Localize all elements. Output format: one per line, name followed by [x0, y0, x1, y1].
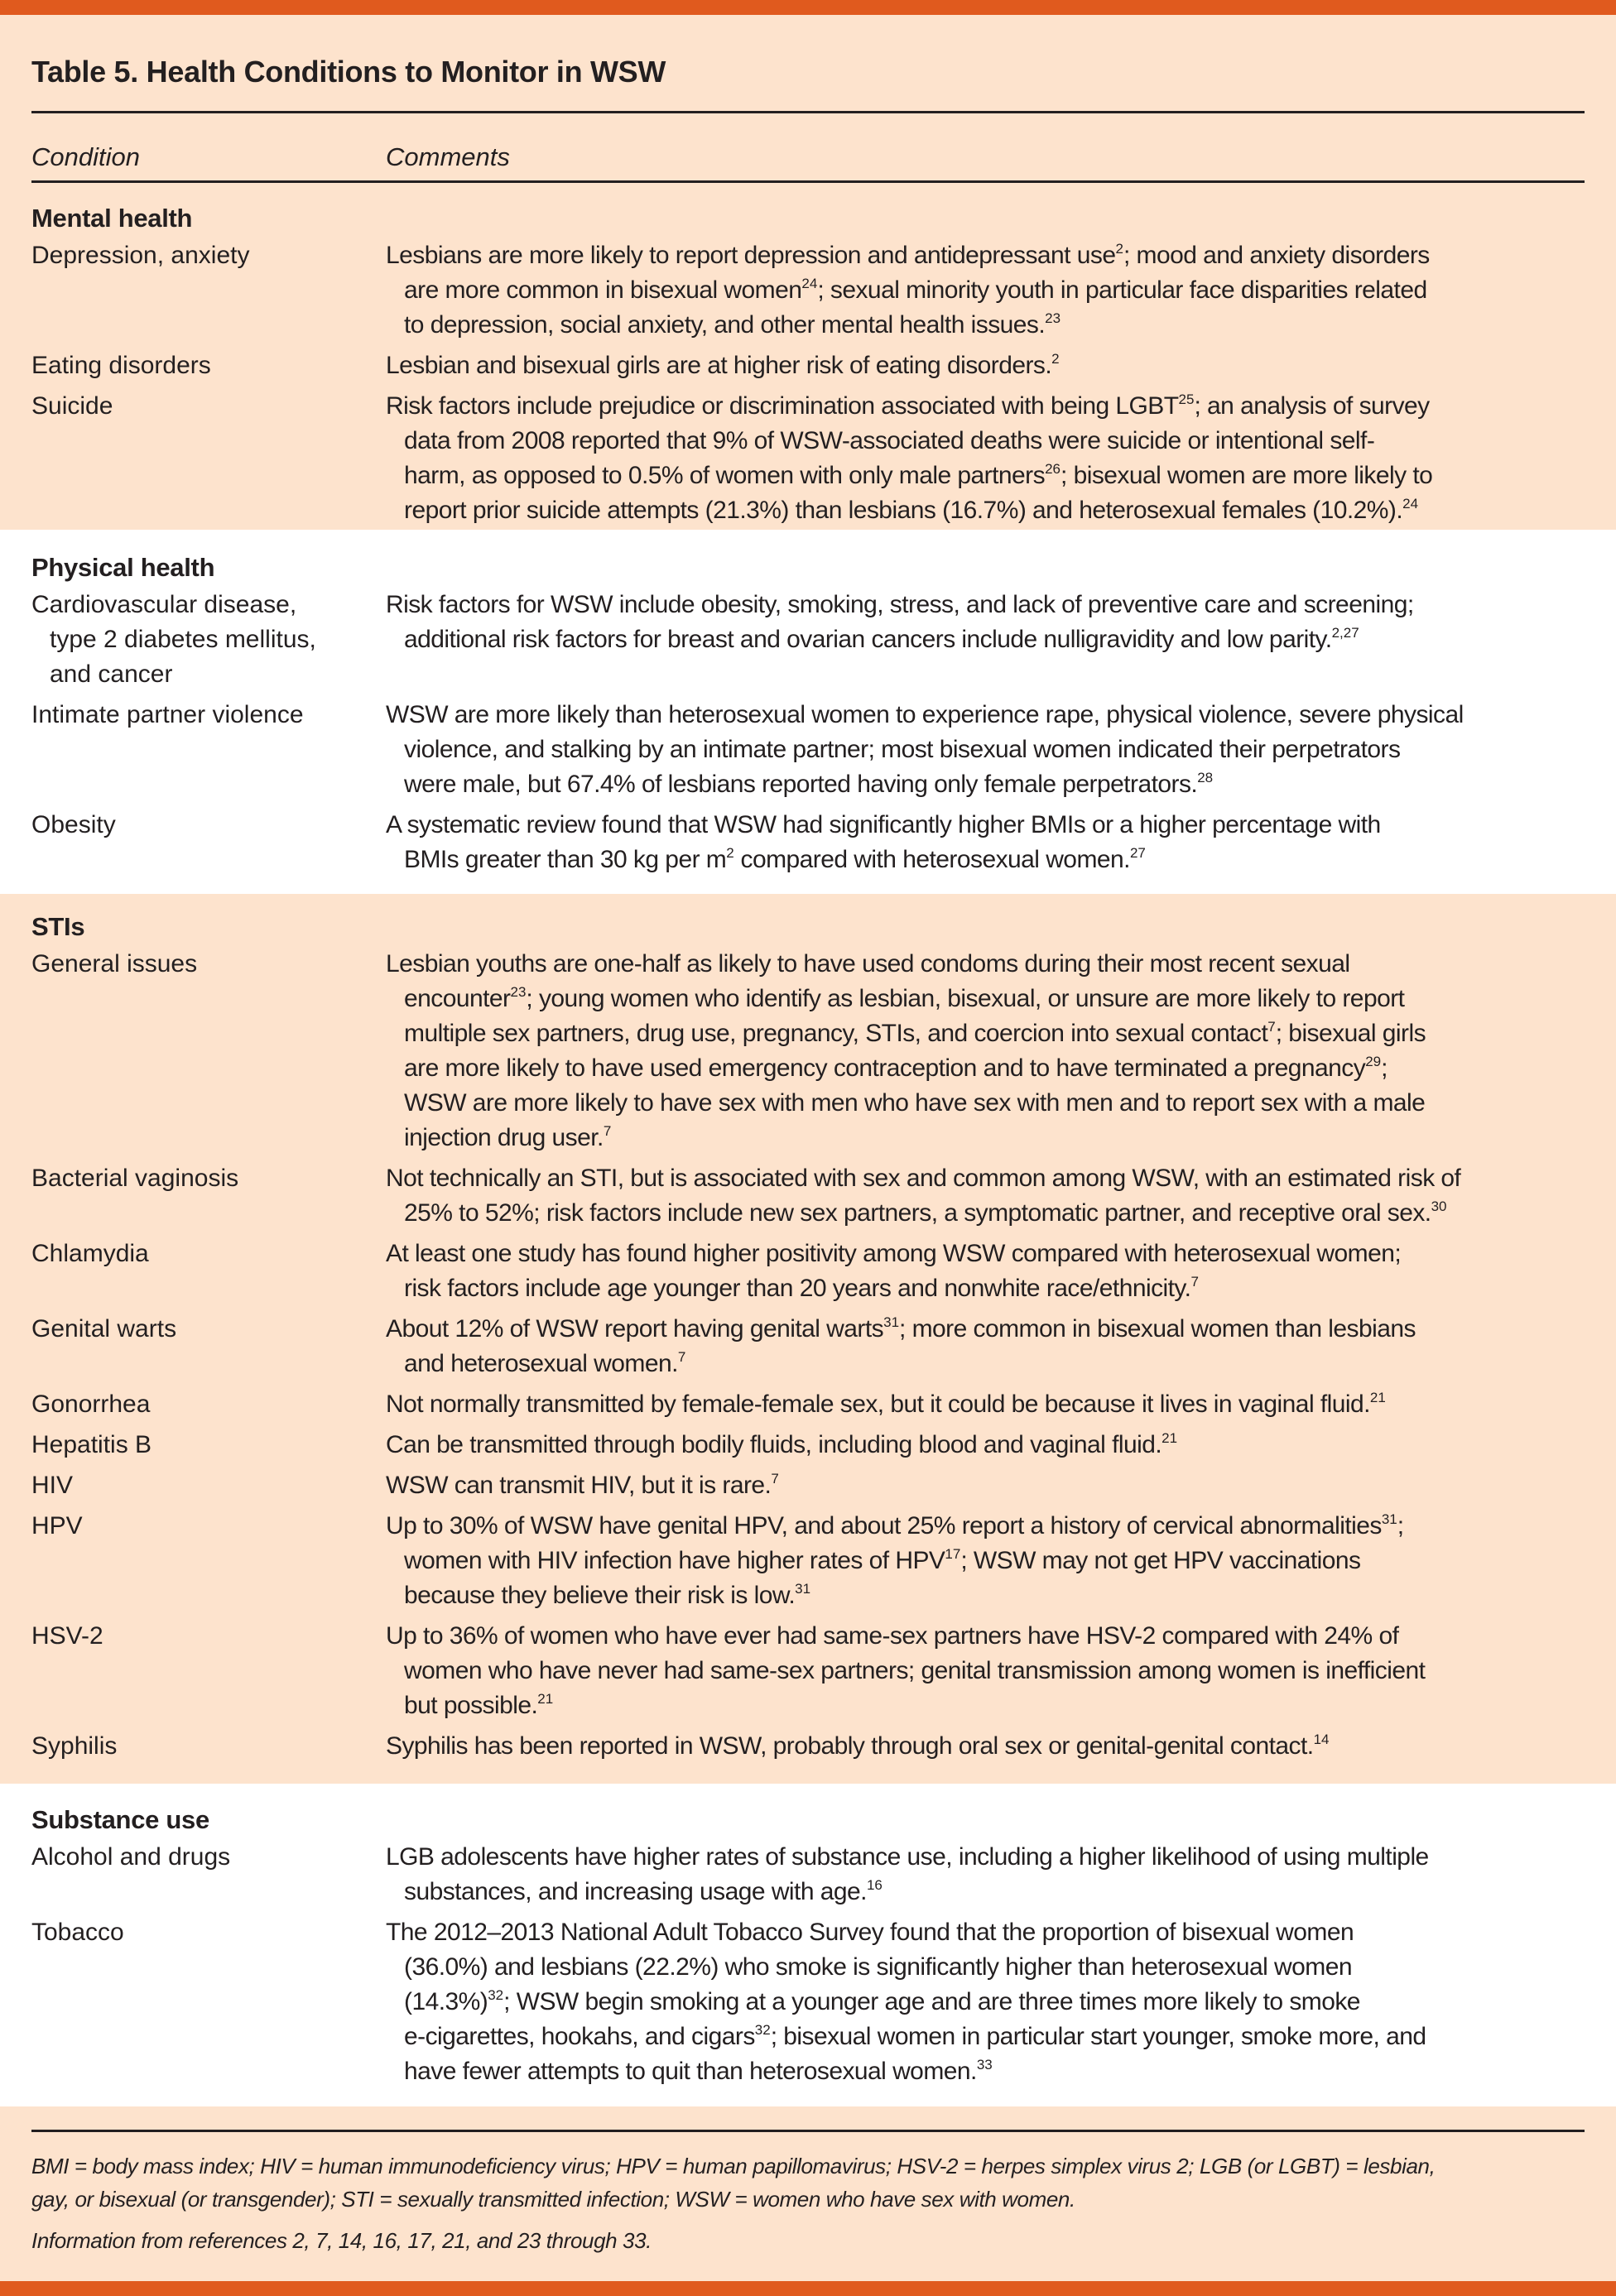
- reference-superscript: 7: [603, 1123, 612, 1139]
- table-row: [31, 808, 1585, 877]
- text-line: and cancer: [50, 660, 173, 688]
- condition-cell: [31, 389, 386, 528]
- condition-cell: [31, 1312, 386, 1381]
- reference-superscript: 29: [1365, 1054, 1382, 1069]
- section-physical-health: [0, 548, 1616, 883]
- text-line: violence, and stalking by an intimate partner; most bisexual women indicated their perpetrators: [404, 736, 1401, 763]
- reference-superscript: 31: [883, 1314, 900, 1330]
- reference-superscript: 2: [1115, 241, 1123, 257]
- comments-cell: [386, 588, 1585, 692]
- reference-superscript: 7: [677, 1349, 686, 1365]
- text-line: Obesity: [31, 811, 116, 838]
- text-line: Gonorrhea: [31, 1391, 151, 1418]
- comments-cell: [386, 1428, 1585, 1463]
- text-line: Up to 30% of WSW have genital HPV, and about 25% report a history of cervical abnormalities$^{31}$;: [386, 1511, 1404, 1539]
- comments-cell: [386, 1312, 1585, 1381]
- text-line: but possible.$^{21}$: [404, 1691, 554, 1719]
- comments-cell: [386, 698, 1585, 802]
- text-line: report prior suicide attempts (21.3%) than lesbians (16.7%) and heterosexual females (10.2%).$^{24}$: [404, 496, 1419, 524]
- text-line: Can be transmitted through bodily fluids, including blood and vaginal fluid.$^{21}$: [386, 1430, 1178, 1458]
- section-heading: Mental health: [31, 204, 193, 233]
- text-line: About 12% of WSW report having genital warts$^{31}$; more common in bisexual women than lesbians: [386, 1314, 1416, 1343]
- text-line: WSW can transmit HIV, but it is rare.$^7$: [386, 1471, 779, 1499]
- text-line: BMIs greater than 30 kg per $m^2$ compared with heterosexual women.$^{27}$: [404, 845, 1146, 873]
- text-line: have fewer attempts to quit than heterosexual women.$^{33}$: [404, 2057, 993, 2085]
- text-line: Lesbians are more likely to report depression and antidepressant use$^2$; mood and anxiety disorders: [386, 241, 1430, 269]
- table-row: [31, 588, 1585, 692]
- comments-cell: [386, 1161, 1585, 1231]
- comments-cell: [386, 1840, 1585, 1909]
- text-line: additional risk factors for breast and ovarian cancers include nulligravidity and low parity.$^{2,27}$: [404, 625, 1359, 653]
- text-line: injection drug user.$^7$: [404, 1123, 612, 1151]
- comments-cell: [386, 1509, 1585, 1613]
- header-rule: [31, 180, 1585, 183]
- reference-superscript: 25: [1178, 391, 1195, 407]
- stis-band: [0, 894, 1616, 1784]
- column-header-comments: Comments: [386, 142, 510, 171]
- condition-cell: [31, 588, 386, 692]
- text-line: were male, but 67.4% of lesbians reported having only female perpetrators.$^{28}$: [404, 770, 1214, 798]
- text-line: Suicide: [31, 392, 113, 420]
- abbreviations-footnote: [31, 2149, 1591, 2216]
- text-line: WSW are more likely than heterosexual women to experience rape, physical violence, severe physical: [386, 701, 1464, 728]
- section-heading: Substance use: [31, 1805, 209, 1834]
- text-line: Lesbian youths are one-half as likely to have used condoms during their most recent sexual: [386, 950, 1350, 977]
- text-line: Intimate partner violence: [31, 701, 304, 728]
- reference-superscript: 23: [1045, 310, 1061, 326]
- text-line: At least one study has found higher positivity among WSW compared with heterosexual women;: [386, 1240, 1402, 1267]
- table-row: [31, 238, 1585, 343]
- reference-superscript: 31: [795, 1581, 811, 1597]
- text-line: Syphilis has been reported in WSW, probably through oral sex or genital-genital contact.$^{14}$: [386, 1732, 1330, 1760]
- text-line: Risk factors include prejudice or discrimination associated with being LGBT$^{25}$; an analysis of survey: [386, 391, 1430, 420]
- condition-cell: [31, 348, 386, 383]
- reference-superscript: 24: [1402, 496, 1419, 512]
- condition-cell: [31, 1387, 386, 1422]
- text-line: harm, as opposed to 0.5% of women with only male partners$^{26}$; bisexual women are more likely to: [404, 461, 1433, 489]
- mental-health-band: [0, 15, 1616, 530]
- footnote-rule: [31, 2130, 1585, 2132]
- text-line: 25% to 52%; risk factors include new sex partners, a symptomatic partner, and receptive oral sex.$^{30}$: [404, 1198, 1447, 1227]
- text-line: Lesbian and bisexual girls are at higher risk of eating disorders.$^2$: [386, 351, 1060, 379]
- reference-superscript: 24: [801, 276, 818, 291]
- text-line: (36.0%) and lesbians (22.2%) who smoke is significantly higher than heterosexual women: [404, 1953, 1352, 1981]
- footnotes-band: [0, 2106, 1616, 2281]
- reference-superscript: 14: [1313, 1732, 1330, 1747]
- reference-superscript: 32: [754, 2022, 771, 2038]
- footnote-line: gay, or bisexual (or transgender); STI = sexually transmitted infection; WSW = women who have sex with women.: [31, 2187, 1075, 2212]
- comments-cell: [386, 1729, 1585, 1764]
- condition-cell: [31, 1428, 386, 1463]
- condition-cell: [31, 238, 386, 343]
- section-heading: Physical health: [31, 553, 215, 582]
- reference-superscript: 27: [1129, 845, 1146, 861]
- text-line: data from 2008 reported that 9% of WSW-associated deaths were suicide or intentional self-: [404, 427, 1375, 454]
- comments-cell: [386, 1468, 1585, 1503]
- table-row: [31, 1915, 1585, 2089]
- text-line: are more common in bisexual women$^{24}$; sexual minority youth in particular face disparities related: [404, 276, 1427, 304]
- top-accent-bar: [0, 0, 1616, 15]
- comments-cell: [386, 389, 1585, 528]
- reference-superscript: 26: [1045, 461, 1060, 477]
- reference-superscript: 23: [510, 984, 527, 1000]
- text-line: WSW are more likely to have sex with men who have sex with men and to report sex with a male: [404, 1089, 1426, 1117]
- text-line: $(14.3\%)^{32}$; WSW begin smoking at a younger age and are three times more likely to smoke: [404, 1987, 1360, 2015]
- condition-cell: [31, 1509, 386, 1613]
- text-line: because they believe their risk is low.$^{31}$: [404, 1581, 811, 1609]
- text-line: Up to 36% of women who have ever had same-sex partners have HSV-2 compared with 24% of: [386, 1622, 1399, 1650]
- text-line: Tobacco: [31, 1919, 124, 1946]
- condition-cell: [31, 1161, 386, 1231]
- reference-superscript: 2: [1051, 351, 1060, 367]
- comments-cell: [386, 1915, 1585, 2089]
- table-row: [31, 1312, 1585, 1381]
- condition-cell: [31, 1729, 386, 1764]
- reference-superscript: 32: [488, 1987, 504, 2003]
- text-line: multiple sex partners, drug use, pregnancy, STIs, and coercion into sexual contact$^7$; bisexual girls: [404, 1019, 1426, 1047]
- reference-superscript: 2,27: [1331, 625, 1359, 641]
- section-mental-health: [0, 199, 1616, 534]
- text-line: Hepatitis B: [31, 1431, 152, 1458]
- text-line: A systematic review found that WSW had significantly higher BMIs or a higher percentage with: [386, 811, 1381, 838]
- condition-cell: [31, 1619, 386, 1723]
- reference-superscript: 21: [1369, 1390, 1386, 1405]
- column-header-condition: Condition: [31, 142, 140, 171]
- text-line: LGB adolescents have higher rates of substance use, including a higher likelihood of using multiple: [386, 1843, 1429, 1871]
- comments-cell: [386, 808, 1585, 877]
- text-line: and heterosexual women.$^7$: [404, 1349, 686, 1377]
- text-line: The 2012–2013 National Adult Tobacco Survey found that the proportion of bisexual women: [386, 1919, 1354, 1946]
- bottom-accent-bar: [0, 2281, 1616, 2296]
- section-substance-use: [0, 1800, 1616, 2095]
- condition-cell: [31, 1468, 386, 1503]
- text-line: risk factors include age younger than 20 years and nonwhite race/ethnicity.$^7$: [404, 1274, 1199, 1302]
- reference-superscript: 7: [1190, 1274, 1199, 1290]
- condition-cell: [31, 698, 386, 802]
- reference-superscript: 7: [771, 1471, 779, 1487]
- condition-cell: [31, 947, 386, 1155]
- comments-cell: [386, 1619, 1585, 1723]
- text-line: Alcohol and drugs: [31, 1843, 231, 1871]
- text-line: HIV: [31, 1472, 74, 1499]
- reference-superscript: 7: [1267, 1019, 1276, 1035]
- text-line: General issues: [31, 950, 198, 977]
- reference-superscript: 33: [976, 2057, 993, 2073]
- reference-superscript: 16: [866, 1877, 883, 1893]
- text-line: Cardiovascular disease,: [31, 591, 297, 618]
- text-line: women with HIV infection have higher rates of HPV$^{17}$; WSW may not get HPV vaccinations: [404, 1546, 1361, 1574]
- text-line: Eating disorders: [31, 352, 211, 379]
- condition-cell: [31, 1840, 386, 1909]
- text-line: e-cigarettes, hookahs, and cigars$^{32}$; bisexual women in particular start younger, smoke more, and: [404, 2022, 1426, 2050]
- text-line: Not normally transmitted by female-female sex, but it could be because it lives in vaginal fluid.$^{21}$: [386, 1390, 1386, 1418]
- text-line: are more likely to have used emergency contraception and to have terminated a pregnancy$^{29}$;: [404, 1054, 1388, 1082]
- condition-cell: [31, 808, 386, 877]
- table-row: [31, 1428, 1585, 1463]
- reference-superscript: 21: [537, 1691, 554, 1707]
- text-line: Chlamydia: [31, 1240, 149, 1267]
- text-line: substances, and increasing usage with age.$^{16}$: [404, 1877, 883, 1905]
- text-line: type 2 diabetes mellitus,: [50, 626, 316, 653]
- table-row: [31, 1237, 1585, 1306]
- reference-superscript: 17: [945, 1546, 961, 1562]
- text-line: Bacterial vaginosis: [31, 1165, 239, 1192]
- table-row: [31, 1729, 1585, 1764]
- text-line: encounter$^{23}$; young women who identify as lesbian, bisexual, or unsure are more likely to report: [404, 984, 1405, 1012]
- text-line: Not technically an STI, but is associated with sex and common among WSW, with an estimated risk of: [386, 1165, 1461, 1192]
- table-row: [31, 698, 1585, 802]
- condition-cell: [31, 1915, 386, 2089]
- comments-cell: [386, 238, 1585, 343]
- section-stis: [0, 907, 1616, 1770]
- text-line: HSV-2: [31, 1622, 103, 1650]
- reference-superscript: 31: [1381, 1511, 1397, 1527]
- table-row: [31, 348, 1585, 383]
- text-line: to depression, social anxiety, and other mental health issues.$^{23}$: [404, 310, 1061, 339]
- comments-cell: [386, 1237, 1585, 1306]
- text-line: Depression, anxiety: [31, 242, 250, 269]
- text-line: Risk factors for WSW include obesity, smoking, stress, and lack of preventive care and screening;: [386, 591, 1414, 618]
- text-line: Syphilis: [31, 1732, 118, 1760]
- reference-superscript: 2: [726, 845, 734, 861]
- reference-superscript: 21: [1162, 1430, 1178, 1446]
- table-row: [31, 1840, 1585, 1909]
- text-line: HPV: [31, 1512, 83, 1539]
- table-title: Table 5. Health Conditions to Monitor in WSW: [31, 55, 666, 89]
- footnote-line: BMI = body mass index; HIV = human immunodeficiency virus; HPV = human papillomavirus; HSV-2 = herpes simplex virus 2; LGB (or LGBT) = lesbian,: [31, 2154, 1436, 2178]
- comments-cell: [386, 1387, 1585, 1422]
- text-line: Genital warts: [31, 1315, 177, 1343]
- source-footnote: Information from references 2, 7, 14, 16, 17, 21, and 23 through 33.: [31, 2228, 652, 2253]
- condition-cell: [31, 1237, 386, 1306]
- section-heading: STIs: [31, 912, 85, 941]
- table-row: [31, 947, 1585, 1155]
- table-row: [31, 1468, 1585, 1503]
- table-row: [31, 1387, 1585, 1422]
- table-row: [31, 1619, 1585, 1723]
- substance-use-band: [0, 1784, 1616, 2106]
- physical-health-band: [0, 530, 1616, 894]
- comments-cell: [386, 348, 1585, 383]
- reference-superscript: 28: [1197, 770, 1214, 785]
- comments-cell: [386, 947, 1585, 1155]
- reference-superscript: 30: [1431, 1198, 1447, 1214]
- title-rule: [31, 111, 1585, 113]
- text-line: women who have never had same-sex partners; genital transmission among women is inefficient: [404, 1657, 1426, 1684]
- table-row: [31, 389, 1585, 528]
- table-row: [31, 1161, 1585, 1231]
- table-row: [31, 1509, 1585, 1613]
